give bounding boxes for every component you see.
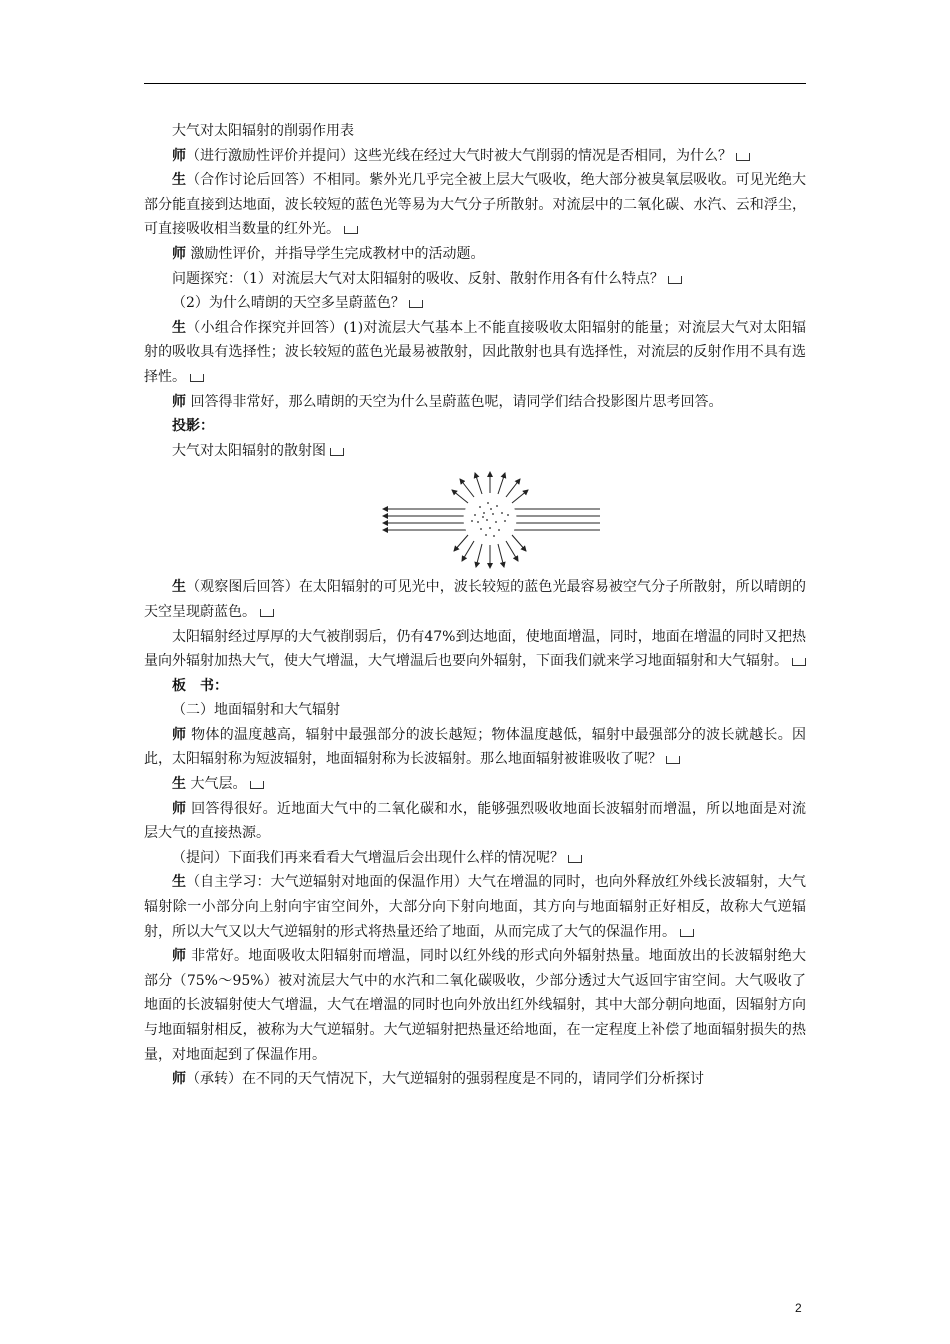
paragraph-text: （提问）下面我们再来看看大气增温后会出现什么样的情况呢？	[172, 849, 564, 866]
paragraph-mark-icon	[792, 658, 806, 666]
paragraph-mark-icon	[568, 855, 582, 863]
paragraph-text: （进行激励性评价并提问）这些光线在经过大气时被大气削弱的情况是否相同，为什么？	[186, 147, 732, 164]
speaker-label: 生	[172, 776, 186, 793]
paragraph	[144, 168, 806, 242]
scattering-diagram	[144, 469, 806, 571]
paragraph-mark-icon	[344, 226, 358, 234]
paragraph-text: 物体的温度越高，辐射中最强部分的波长越短；物体温度越低，辐射中最强部分的波长就越长。因此，太阳辐射称为短波辐射，地面辐射称为长波辐射。那么地面辐射被谁吸收了呢？	[144, 726, 807, 768]
document-body	[144, 119, 806, 1092]
paragraph-text: 大气层。	[190, 776, 247, 793]
paragraph-mark-icon	[680, 929, 694, 937]
speaker-label: 生	[172, 579, 187, 596]
paragraph	[144, 242, 806, 267]
paragraph-text: 太阳辐射经过厚厚的大气被削弱后，仍有47%到达地面，使地面增温，同时，地面在增温的同时又把热量向外辐射加热大气，使大气增温，大气增温后也要向外辐射，下面我们就来学习地面辐射和大气辐射。	[144, 628, 806, 670]
paragraph	[144, 291, 806, 316]
paragraph-text: （自主学习：大气逆辐射对地面的保温作用）大气在增温的同时，也向外释放红外线长波辐射，大气辐射除一小部分向上射向宇宙空间外，大部分向下射向地面，其方向与地面辐射正好相反，故称大气逆辐射，所以大气又以大气逆辐射的形式将热量还给了地面，从而完成了大气的保温作用。	[144, 874, 807, 940]
paragraph	[144, 390, 806, 415]
header-rule	[144, 83, 806, 84]
speaker-label: 师	[172, 948, 187, 965]
speaker-label: 生	[172, 319, 187, 336]
paragraph-text: 回答得很好。近地面大气中的二氧化碳和水，能够强烈吸收地面长波辐射而增温，所以地面是对流层大气的直接热源。	[144, 800, 807, 842]
paragraph-mark-icon	[330, 448, 344, 456]
paragraph	[144, 439, 806, 464]
speaker-label: 生	[172, 172, 187, 189]
paragraph-mark-icon	[668, 276, 682, 284]
paragraph	[144, 316, 806, 390]
paragraph-mark-icon	[736, 153, 750, 161]
speaker-label: 师	[172, 1071, 186, 1088]
table-caption: 大气对太阳辐射的削弱作用表	[172, 123, 354, 139]
paragraph-mark-icon	[250, 781, 264, 789]
paragraph-text: 非常好。地面吸收太阳辐射而增温，同时以红外线的形式向外辐射热量。地面放出的长波辐射绝大部分（75%～95%）被对流层大气中的水汽和二氧化碳吸收，少部分透过大气返回宇宙空间。大气吸收了地面的长波辐射使大气增温，大气在增温的同时也向外放出红外线辐射，其中大部分朝向地面，因辐射方向与地面辐射相反，被称为大气逆辐射。大气逆辐射把热量还给地面，在一定程度上补偿了地面辐射损失的热量，对地面起到了保温作用。	[144, 948, 807, 1063]
section-heading: （二）地面辐射和大气辐射	[172, 702, 340, 719]
paragraph	[144, 1067, 806, 1092]
paragraph	[144, 698, 806, 723]
paragraph-text: （承转）在不同的天气情况下，大气逆辐射的强弱程度是不同的，请同学们分析探讨	[186, 1071, 704, 1088]
paragraph-text: （合作讨论后回答）不相同。紫外光几乎完全被上层大气吸收，绝大部分被臭氧层吸收。可见光绝大部分能直接到达地面，波长较短的蓝色光等易为大气分子所散射。对流层中的二氧化碳、水汽、云和浮尘，可直接吸收相当数量的红外光。	[144, 172, 807, 238]
paragraph-mark-icon	[409, 300, 423, 308]
paragraph-text: 激励性评价，并指导学生完成教材中的活动题。	[190, 245, 485, 262]
paragraph	[144, 575, 806, 624]
speaker-label: 师	[172, 147, 186, 164]
speaker-label: 师	[172, 245, 186, 262]
paragraph	[144, 944, 806, 1067]
speaker-label: 师	[172, 726, 187, 743]
paragraph-text: （2）为什么晴朗的天空多呈蔚蓝色？	[172, 295, 405, 312]
paragraph	[144, 267, 806, 292]
paragraph	[144, 625, 806, 674]
figure-caption: 大气对太阳辐射的散射图	[172, 442, 326, 459]
paragraph	[144, 674, 806, 699]
paragraph	[144, 797, 806, 846]
speaker-label: 师	[172, 800, 187, 817]
paragraph-text: （观察图后回答）在太阳辐射的可见光中，波长较短的蓝色光最容易被空气分子所散射，所以晴朗的天空呈现蔚蓝色。	[144, 579, 807, 620]
paragraph-text: （小组合作探究并回答）(1)对流层大气基本上不能直接吸收太阳辐射的能量；对流层大气对太阳辐射的吸收具有选择性；波长较短的蓝色光最易被散射，因此散射也具有选择性，对流层的反射作用不具有选择性。	[144, 319, 806, 385]
scattering-diagram-svg	[380, 469, 606, 571]
paragraph	[144, 414, 806, 439]
paragraph	[144, 723, 806, 772]
particle-cloud	[464, 493, 516, 545]
paragraph-mark-icon	[190, 374, 204, 382]
paragraph	[144, 144, 806, 169]
paragraph-mark-icon	[666, 756, 680, 764]
section-label: 投影：	[172, 418, 214, 435]
speaker-label: 师	[172, 393, 186, 410]
speaker-label: 生	[172, 874, 187, 891]
paragraph-text: 回答得非常好，那么晴朗的天空为什么呈蔚蓝色呢，请同学们结合投影图片思考回答。	[190, 393, 723, 410]
paragraph	[144, 870, 806, 944]
paragraph	[144, 119, 806, 144]
paragraph-text: 问题探究：（1）对流层大气对太阳辐射的吸收、反射、散射作用各有什么特点？	[172, 270, 664, 287]
section-label: 板 书：	[172, 677, 228, 694]
paragraph-mark-icon	[260, 609, 274, 617]
paragraph	[144, 772, 806, 797]
page-number: 2	[795, 1301, 802, 1315]
paragraph	[144, 846, 806, 871]
